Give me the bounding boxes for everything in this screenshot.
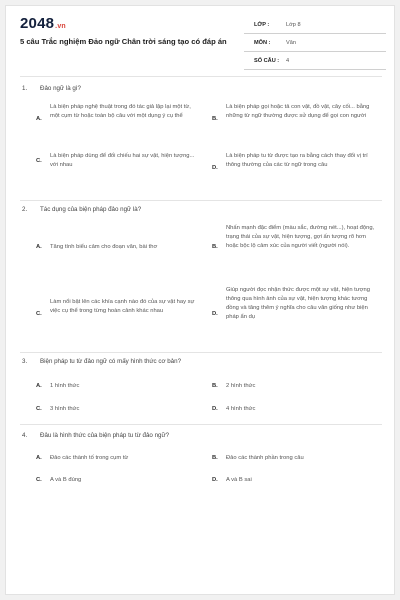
- question-number: 3.: [22, 358, 28, 365]
- question-number: 1.: [22, 85, 28, 92]
- option-label: B.: [212, 116, 218, 122]
- option-text: A và B sai: [226, 477, 252, 483]
- page-title: 5 câu Trắc nghiệm Đảo ngữ Chân trời sáng tạo có đáp án: [20, 37, 227, 46]
- option-text: Là biện pháp dùng để đối chiếu hai sự vật, hiện tượng... với nhau: [50, 153, 195, 168]
- question-number: 4.: [22, 432, 28, 439]
- option-label: D.: [212, 406, 218, 412]
- question-text: Đảo ngữ là gì?: [40, 85, 81, 92]
- meta-subject: [244, 34, 386, 52]
- meta-subject-value: Văn: [286, 40, 296, 46]
- meta-class-label: LỚP :: [254, 22, 270, 28]
- question-divider: [20, 424, 382, 425]
- question-text: Đâu là hình thức của biện pháp tu từ đảo ngữ?: [40, 432, 170, 439]
- option-label: A.: [36, 116, 42, 122]
- option-label: D.: [212, 311, 218, 317]
- option-text: A và B đúng: [50, 477, 82, 483]
- option-text: 4 hình thức: [226, 406, 256, 412]
- logo-text: 2048: [20, 15, 55, 32]
- option-text: Tăng tính biểu cảm cho đoạn văn, bài thơ: [50, 244, 158, 250]
- meta-count-label: SỐ CÂU :: [254, 58, 280, 64]
- option-label: B.: [212, 244, 218, 250]
- option-label: B.: [212, 383, 218, 389]
- option-text: 3 hình thức: [50, 406, 80, 412]
- question-divider: [20, 200, 382, 201]
- option-label: D.: [212, 165, 218, 171]
- option-label: C.: [36, 311, 42, 317]
- option-text: Đảo các thành tố trong cụm từ: [50, 455, 129, 461]
- option-label: A.: [36, 383, 42, 389]
- option-text: Đảo các thành phần trong câu: [226, 455, 304, 461]
- option-label: C.: [36, 158, 42, 164]
- option-text: Là biện pháp tu từ được tạo ra bằng cách thay đổi vị trí thông thường của các từ ngữ trong câu: [226, 153, 368, 168]
- worksheet: [5, 5, 395, 595]
- option-label: C.: [36, 406, 42, 412]
- option-text: Nhấn mạnh đặc điểm (màu sắc, đường nét...), hoạt động, trạng thái của sự vật, hiện tượng, gợi ấn tượng rõ hơn hoặc bộc lộ cảm xúc của người viết (người nói).: [226, 225, 375, 249]
- meta-class: [244, 16, 386, 34]
- question-text: Biện pháp tu từ đảo ngữ có mấy hình thức cơ bản?: [40, 358, 182, 365]
- meta-class-value: Lớp 8: [286, 22, 301, 28]
- meta-count-value: 4: [286, 58, 290, 64]
- site-logo[interactable]: [20, 15, 66, 32]
- meta-count: [244, 52, 386, 70]
- option-label: A.: [36, 244, 42, 250]
- option-text: Giúp người đọc nhận thức được một sự vật, hiện tượng thông qua hình ảnh của sự vật, hiện tượng khác tương đồng và tăng thêm ý nghĩa cho câu văn giống như biện pháp ẩn dụ: [226, 287, 370, 320]
- question-text: Tác dụng của biện pháp đảo ngữ là?: [40, 206, 142, 213]
- option-text: Là biện pháp gọi hoặc tả con vật, đồ vật, cây cối... bằng những từ ngữ thường được sử dụng để gọi con người: [226, 104, 370, 119]
- option-text: 2 hình thức: [226, 383, 256, 389]
- header-divider: [20, 76, 382, 77]
- logo-tld: .vn: [55, 23, 66, 30]
- option-label: C.: [36, 477, 42, 483]
- question-divider: [20, 352, 382, 353]
- meta-subject-label: MÔN :: [254, 40, 271, 46]
- option-text: Làm nổi bật lên các khía cạnh nào đó của sự vật hay sự việc cụ thể trong từng hoàn cảnh khác nhau: [50, 299, 195, 314]
- option-label: B.: [212, 455, 218, 461]
- option-text: Là biện pháp nghệ thuật trong đó tác giả lặp lại một từ, một cụm từ hoặc toàn bộ câu với một dụng ý cụ thể: [50, 104, 191, 119]
- option-label: A.: [36, 455, 42, 461]
- option-label: D.: [212, 477, 218, 483]
- question-number: 2.: [22, 206, 28, 213]
- option-text: 1 hình thức: [50, 383, 80, 389]
